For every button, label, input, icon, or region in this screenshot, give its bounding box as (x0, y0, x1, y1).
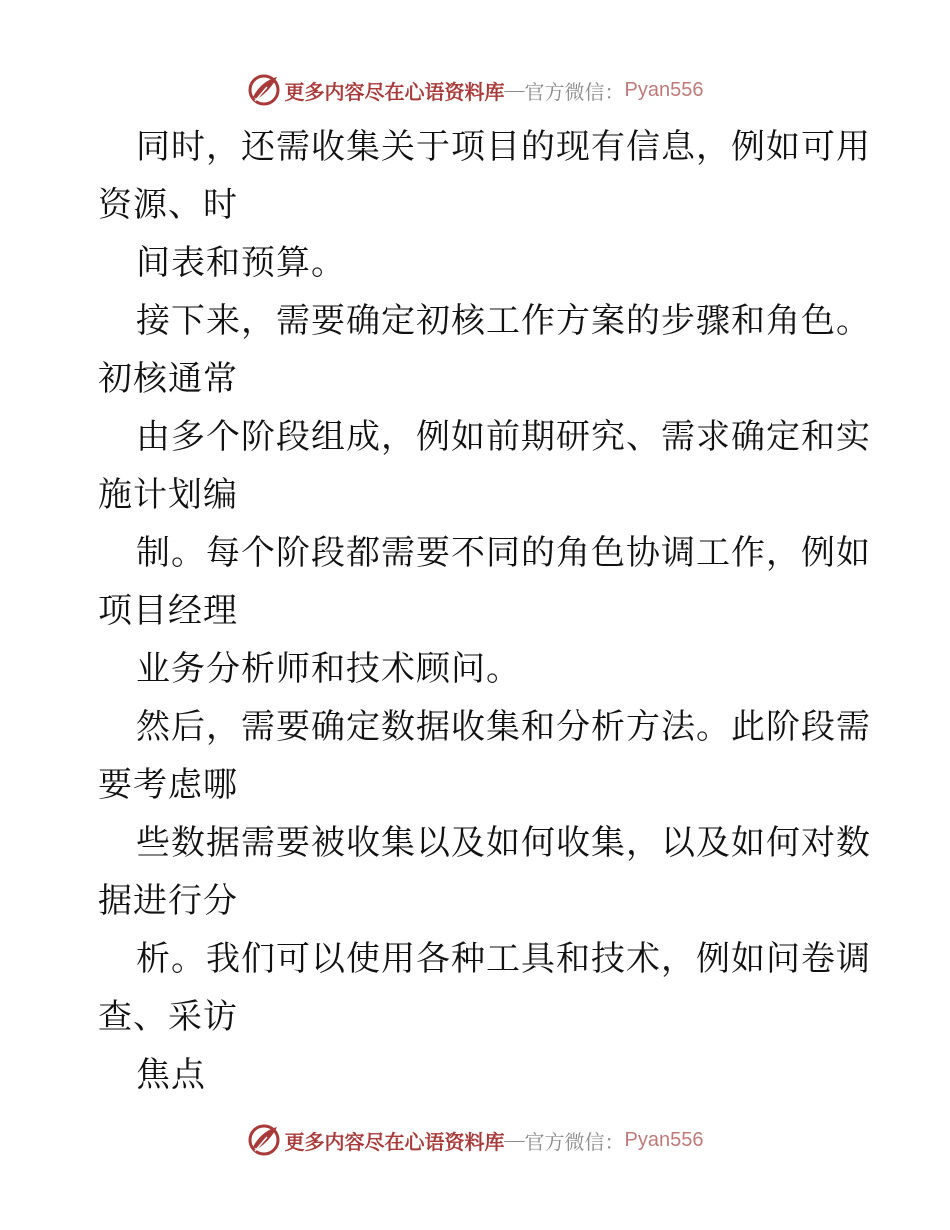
text-line: 些数据需要被收集以及如何收集，以及如何对数 (136, 823, 871, 863)
text-line: 施计划编 (98, 475, 238, 515)
footer-banner (0, 1120, 950, 1160)
feather-pen-logo-icon (247, 1123, 281, 1157)
text-line: 接下来，需要确定初核工作方案的步骤和角色。 (136, 301, 871, 341)
banner-wechat-id: Pyan556 (624, 1128, 704, 1151)
text-line: 焦点 (136, 1055, 206, 1095)
banner-site-text: 更多内容尽在心语资料库 (284, 1129, 505, 1154)
banner-wechat-label: 官方微信： (524, 1129, 625, 1154)
text-line: 初核通常 (98, 359, 238, 399)
text-line: 制。每个阶段都需要不同的角色协调工作，例如 (136, 533, 871, 573)
text-line: 查、采访 (98, 997, 238, 1037)
banner-wechat-label: 官方微信： (524, 79, 625, 104)
banner-dash: — (504, 78, 525, 101)
text-line: 间表和预算。 (136, 243, 346, 283)
banner-dash: — (504, 1128, 525, 1151)
text-line: 据进行分 (98, 881, 238, 921)
text-line: 析。我们可以使用各种工具和技术，例如问卷调 (136, 939, 871, 979)
text-line: 然后，需要确定数据收集和分析方法。此阶段需 (136, 707, 871, 747)
banner-site-text: 更多内容尽在心语资料库 (284, 79, 505, 104)
text-line: 由多个阶段组成，例如前期研究、需求确定和实 (136, 417, 871, 457)
text-line: 项目经理 (98, 591, 238, 631)
text-line: 业务分析师和技术顾问。 (136, 649, 521, 689)
banner-wechat-id: Pyan556 (624, 78, 704, 101)
text-line: 资源、时 (98, 185, 238, 225)
text-line: 要考虑哪 (98, 765, 238, 805)
text-line: 同时，还需收集关于项目的现有信息，例如可用 (136, 127, 871, 167)
feather-pen-logo-icon (247, 73, 281, 107)
header-banner (0, 70, 950, 110)
document-body (98, 118, 871, 1104)
